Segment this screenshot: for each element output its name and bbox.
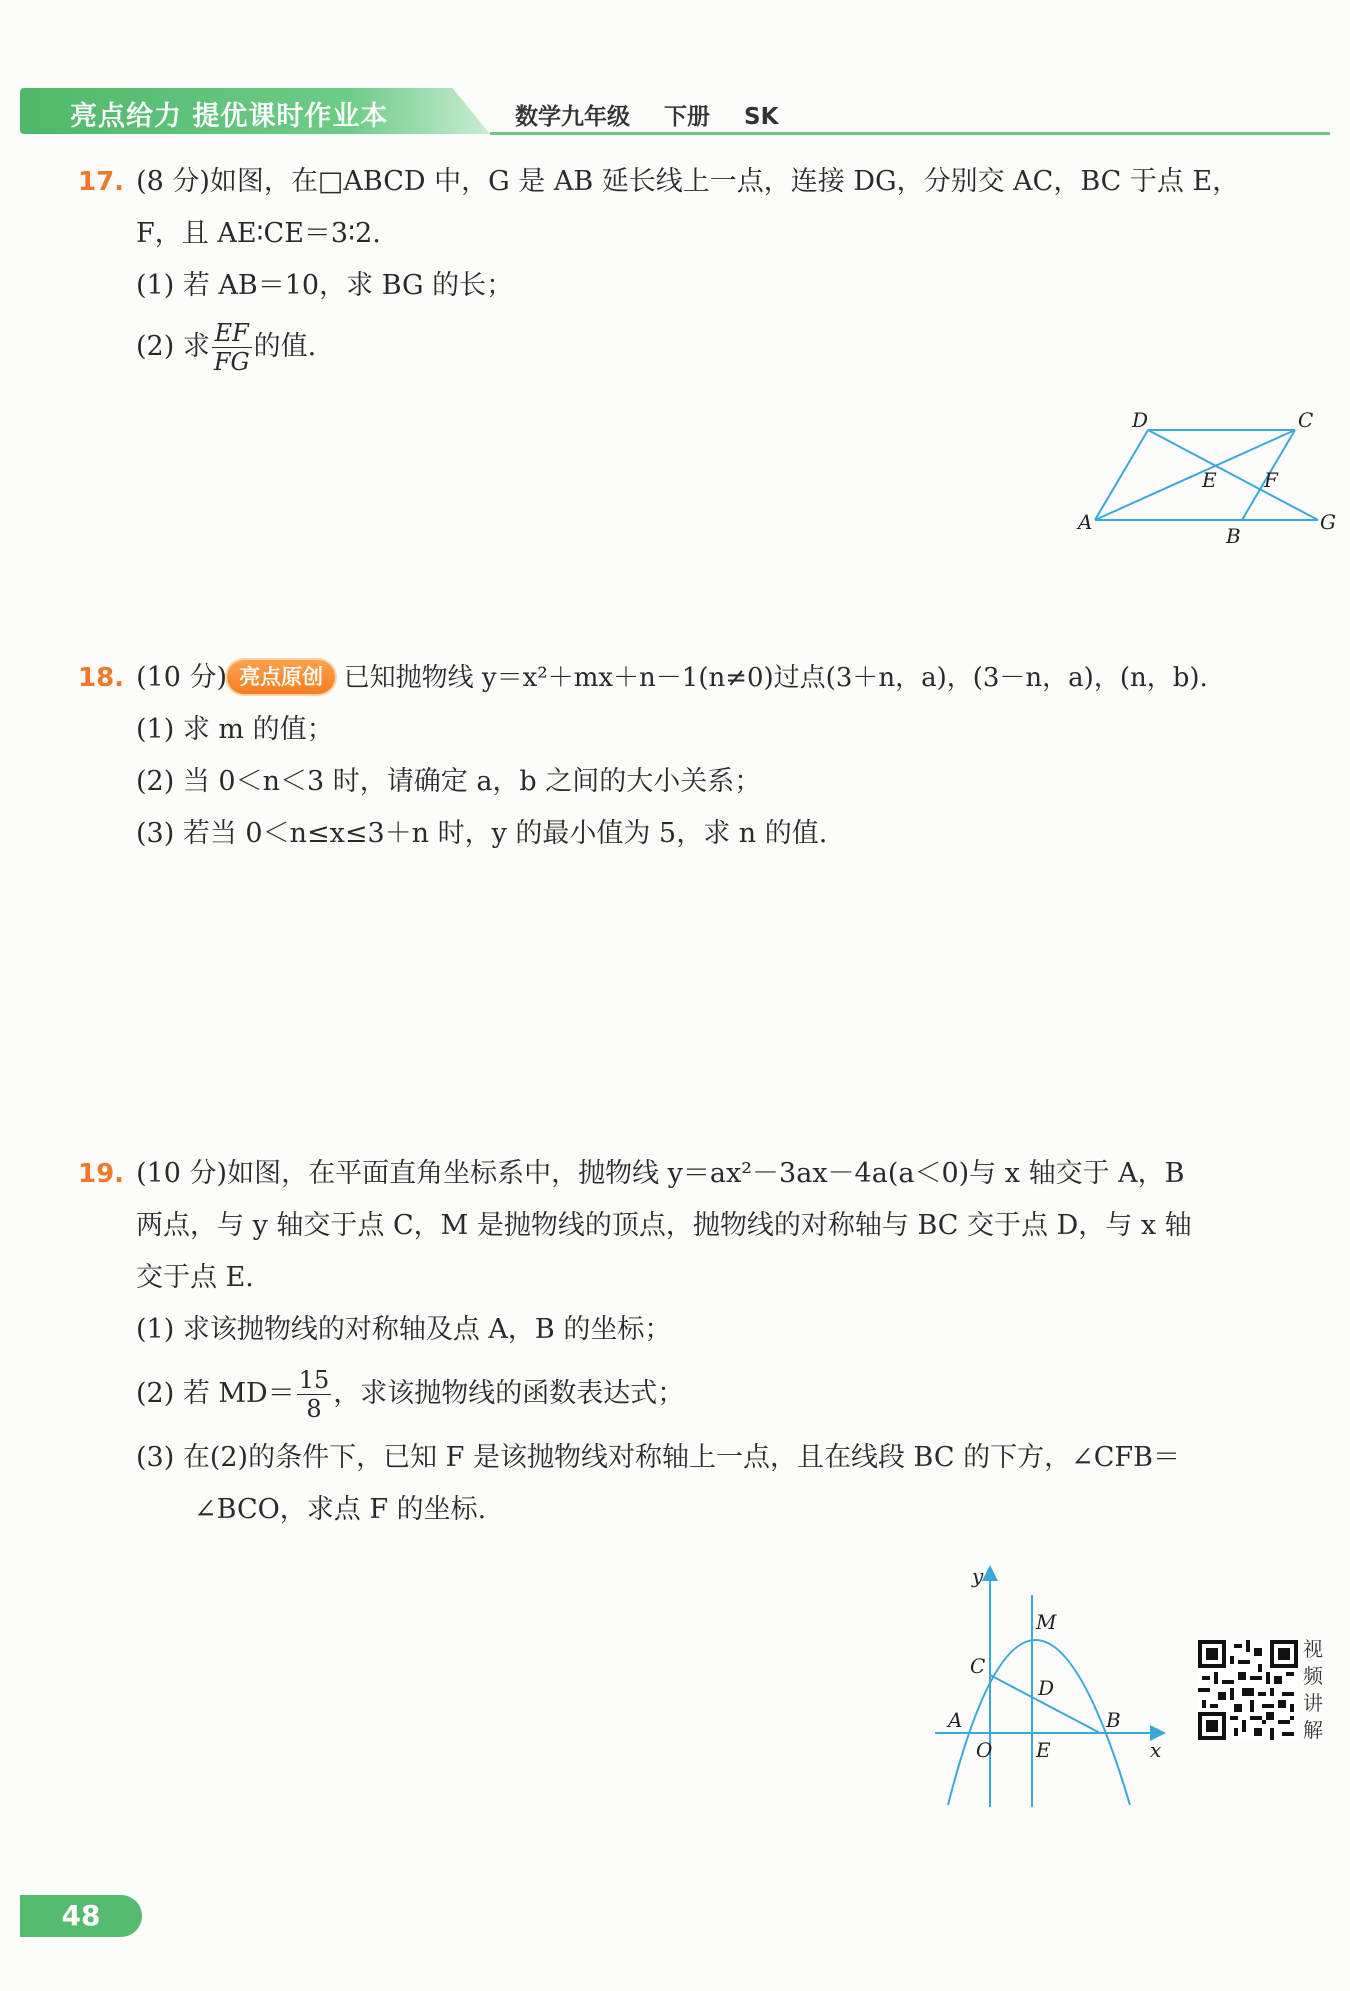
q17-label-C: C bbox=[1298, 408, 1314, 432]
q17-number: 17. bbox=[78, 167, 125, 197]
question-18 bbox=[78, 652, 1330, 860]
q19-parabola-figure bbox=[920, 1565, 1170, 1815]
q19-line3: 交于点 E. bbox=[136, 1262, 254, 1293]
q19-part3-line1: (3) 在(2)的条件下，已知 F 是该抛物线对称轴上一点，且在线段 BC 的下方，∠CFB＝ bbox=[136, 1442, 1180, 1473]
video-qr-code[interactable] bbox=[1198, 1640, 1298, 1740]
q19-stem-1: (10 分)如图，在平面直角坐标系中，抛物线 y＝ax²－3ax－4a(a＜0)与 x 轴交于 A，B bbox=[136, 1158, 1185, 1189]
q17-label-A: A bbox=[1078, 510, 1093, 534]
q19-number: 19. bbox=[78, 1159, 125, 1189]
q18-stem bbox=[78, 652, 1330, 704]
header-banner-title: 亮点给力 提优课时作业本 bbox=[70, 101, 389, 132]
q19-fraction-numerator: 15 bbox=[298, 1366, 330, 1394]
segment-DA bbox=[1095, 430, 1148, 520]
question-17 bbox=[78, 156, 1330, 382]
header-subject: 数学九年级 bbox=[515, 104, 630, 130]
q18-original-badge: 亮点原创 bbox=[227, 660, 335, 694]
header-rule bbox=[490, 132, 1330, 135]
q18-number: 18. bbox=[78, 663, 125, 693]
q18-part3: (3) 若当 0＜n≤x≤3＋n 时，y 的最小值为 5，求 n 的值. bbox=[136, 818, 828, 849]
q17-label-B: B bbox=[1226, 524, 1241, 545]
q17-part2 bbox=[78, 312, 1330, 382]
q17-line2: F，且 AE∶CE＝3∶2. bbox=[136, 218, 381, 249]
q17-label-D: D bbox=[1132, 408, 1149, 432]
q18-part2: (2) 当 0＜n＜3 时，请确定 a，b 之间的大小关系； bbox=[136, 766, 762, 797]
q17-fraction bbox=[212, 319, 252, 376]
q17-part1: (1) 若 AB＝10，求 BG 的长； bbox=[136, 270, 514, 301]
q19-part2 bbox=[78, 1356, 1330, 1432]
header-book-info bbox=[515, 98, 804, 131]
q17-label-G: G bbox=[1320, 510, 1336, 534]
q18-part1: (1) 求 m 的值； bbox=[136, 714, 334, 745]
q19-label-D: D bbox=[1038, 1676, 1055, 1700]
q19-part2-pre: (2) 若 MD＝ bbox=[136, 1378, 295, 1409]
q17-label-F: F bbox=[1264, 468, 1278, 492]
q19-label-A: A bbox=[948, 1708, 963, 1732]
q17-stem-1: (8 分)如图，在□ABCD 中，G 是 AB 延长线上一点，连接 DG，分别交 AC，BC 于点 E， bbox=[136, 166, 1240, 197]
q19-label-x: x bbox=[1150, 1738, 1162, 1762]
q17-label-E: E bbox=[1202, 468, 1217, 492]
q19-label-O: O bbox=[976, 1738, 993, 1762]
q18-stem-text: 已知抛物线 y＝x²＋mx＋n－1(n≠0)过点(3＋n，a)，(3－n，a)，(n，b). bbox=[343, 663, 1208, 693]
q17-fraction-numerator: EF bbox=[212, 319, 252, 348]
q19-part1: (1) 求该抛物线的对称轴及点 A，B 的坐标； bbox=[136, 1314, 672, 1345]
q17-part2-post: 的值. bbox=[253, 331, 317, 362]
q19-line1 bbox=[78, 1148, 1330, 1200]
q19-label-C: C bbox=[970, 1654, 986, 1678]
q19-part3-line2: ∠BCO，求点 F 的坐标. bbox=[194, 1494, 487, 1525]
q19-fraction bbox=[297, 1366, 332, 1423]
video-explanation-label: 视频讲解 bbox=[1303, 1637, 1323, 1742]
q19-label-B: B bbox=[1106, 1708, 1121, 1732]
q17-parallelogram-figure bbox=[1070, 405, 1340, 545]
q19-label-E: E bbox=[1036, 1738, 1051, 1762]
segment-DG bbox=[1148, 430, 1318, 520]
page-header bbox=[20, 88, 1330, 134]
q19-part2-post: ，求该抛物线的函数表达式； bbox=[333, 1378, 685, 1409]
q17-line1 bbox=[78, 156, 1330, 208]
q19-line2: 两点，与 y 轴交于点 C，M 是抛物线的顶点，抛物线的对称轴与 BC 交于点 D，与 x 轴 bbox=[136, 1210, 1192, 1241]
page-number: 48 bbox=[20, 1895, 142, 1937]
q19-fraction-denominator: 8 bbox=[306, 1395, 322, 1423]
q17-fraction-denominator: FG bbox=[213, 348, 250, 376]
header-edition: SK bbox=[744, 104, 779, 130]
question-19 bbox=[78, 1148, 1330, 1536]
q18-score: (10 分) bbox=[136, 662, 228, 693]
q19-label-y: y bbox=[972, 1565, 984, 1588]
q19-label-M: M bbox=[1036, 1610, 1057, 1634]
q17-part2-pre: (2) 求 bbox=[136, 331, 210, 362]
header-volume: 下册 bbox=[664, 104, 711, 130]
